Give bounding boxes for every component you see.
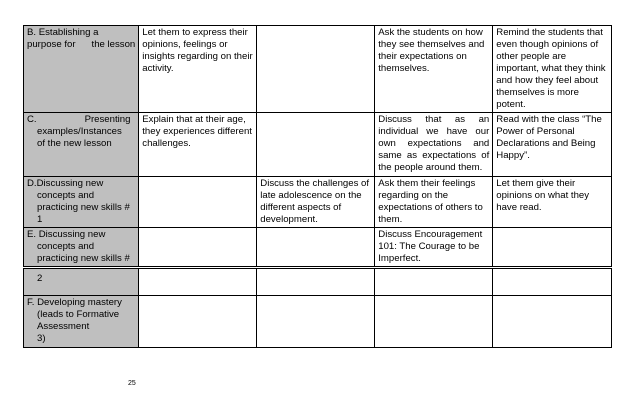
table-cell: Ask the students on how they see themselves and their expectations on themselves. [375,26,493,113]
table-cell: Discuss Encouragement 101: The Courage to be Imperfect. [375,228,493,267]
table-cell [257,269,375,296]
table-row [24,269,612,296]
row-label: D.Discussing new concepts and practicing new skills # 1 [24,177,139,228]
table-cell: Let them give their opinions on what they have read. [493,177,612,228]
row-label: C. Presenting examples/Instances of the new lesson [24,113,139,177]
table-cell [493,269,612,296]
table-cell [375,269,493,296]
table-cell: Discuss the challenges of late adolescence on the different aspects of development. [257,177,375,228]
table-cell: Explain that at their age, they experiences different challenges. [139,113,257,177]
table-cell [139,228,257,267]
table-cell: Ask them their feelings regarding on the expectations of others to them. [375,177,493,228]
table-row [24,228,612,267]
table-row [24,26,612,113]
table-cell [493,228,612,267]
table-cell [257,26,375,113]
table-cell [257,228,375,267]
table-cell [375,296,493,348]
table-cell: Let them to express their opinions, feelings or insights regarding on their activity. [139,26,257,113]
lesson-plan-table-continued [23,268,612,348]
page-number: 25 [128,380,136,387]
row-label: E. Discussing new concepts and practicing new skills # [24,228,139,267]
table-cell [257,296,375,348]
lesson-plan-table [23,25,612,267]
table-cell [139,177,257,228]
table-cell [139,296,257,348]
row-label: B. Establishing a purpose for the lesson [24,26,139,113]
table-cell [493,296,612,348]
table-row [24,296,612,348]
table-row [24,177,612,228]
row-label: F. Developing mastery (leads to Formative Assessment 3) [24,296,139,348]
table-cell: Remind the students that even though opinions of other people are important, what they think and how they feel about themselves is more potent. [493,26,612,113]
table-cell [257,113,375,177]
table-cell: Read with the class “The Power of Personal Declarations and Being Happy”. [493,113,612,177]
table-cell [139,269,257,296]
table-cell: Discuss that as an individual we have our own expectations and same as expectations of the people around them. [375,113,493,177]
row-label: 2 [24,269,139,296]
table-row [24,113,612,177]
